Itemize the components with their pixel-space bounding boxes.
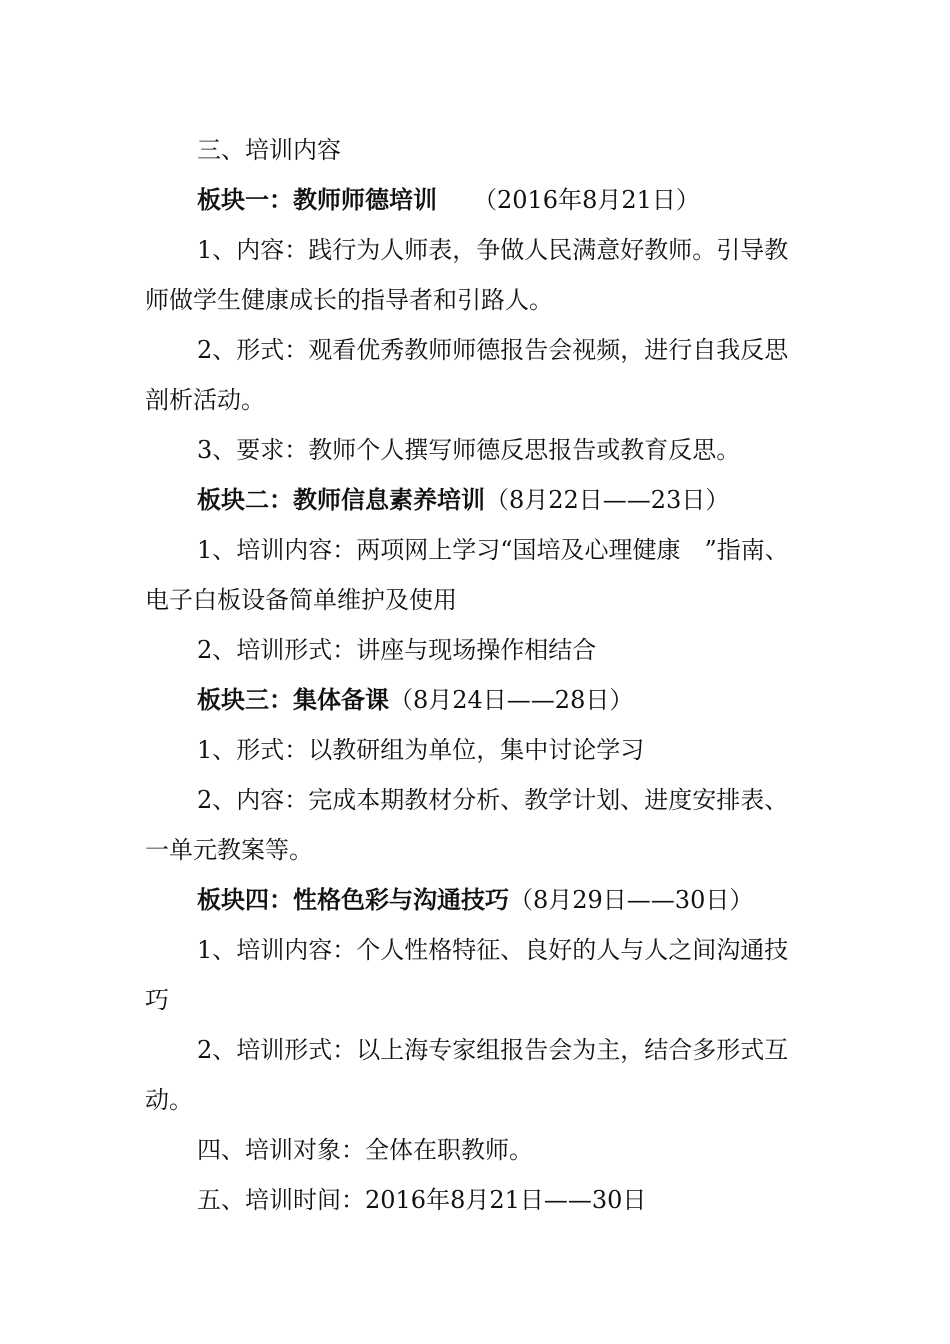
section-training-time: 五、培训时间：2016年8月21日——30日	[197, 1186, 647, 1214]
module-4-item-2: 2、培训形式：以上海专家组报告会为主，结合多形式互动。	[145, 1036, 789, 1114]
module-3-item-1: 1、形式：以教研组为单位，集中讨论学习	[197, 736, 645, 764]
module-1-heading	[145, 175, 810, 225]
module-2-item-2: 2、培训形式：讲座与现场操作相结合	[197, 636, 597, 664]
document-body	[145, 125, 810, 1225]
module-4-heading	[145, 875, 810, 925]
module-2-item-1: 1、培训内容：两项网上学习“国培及心理健康 ”指南、电子白板设备简单维护及使用	[145, 536, 789, 614]
module-3-date: （8月24日——28日）	[389, 686, 634, 714]
module-1-date: （2016年8月21日）	[437, 186, 700, 214]
module-1-title: 板块一：教师师德培训	[197, 185, 437, 214]
module-4-date: （8月29日——30日）	[509, 886, 754, 914]
module-3-item-2: 2、内容：完成本期教材分析、教学计划、进度安排表、一单元教案等。	[145, 786, 789, 864]
module-4-item-1: 1、培训内容：个人性格特征、良好的人与人之间沟通技巧	[145, 936, 789, 1014]
module-2-title: 板块二：教师信息素养培训	[197, 485, 485, 514]
module-1-item-3: 3、要求：教师个人撰写师德反思报告或教育反思。	[197, 436, 741, 464]
module-4-title: 板块四：性格色彩与沟通技巧	[197, 885, 509, 914]
module-3-title: 板块三：集体备课	[197, 685, 389, 714]
module-2-date: （8月22日——23日）	[485, 486, 730, 514]
module-1-item-2: 2、形式：观看优秀教师师德报告会视频，进行自我反思剖析活动。	[145, 336, 789, 414]
module-3-heading	[145, 675, 810, 725]
section-heading-content: 三、培训内容	[197, 136, 341, 164]
module-1-item-1: 1、内容：践行为人师表，争做人民满意好教师。引导教师做学生健康成长的指导者和引路人。	[145, 236, 789, 314]
module-2-heading	[145, 475, 810, 525]
section-training-audience: 四、培训对象：全体在职教师。	[197, 1136, 533, 1164]
